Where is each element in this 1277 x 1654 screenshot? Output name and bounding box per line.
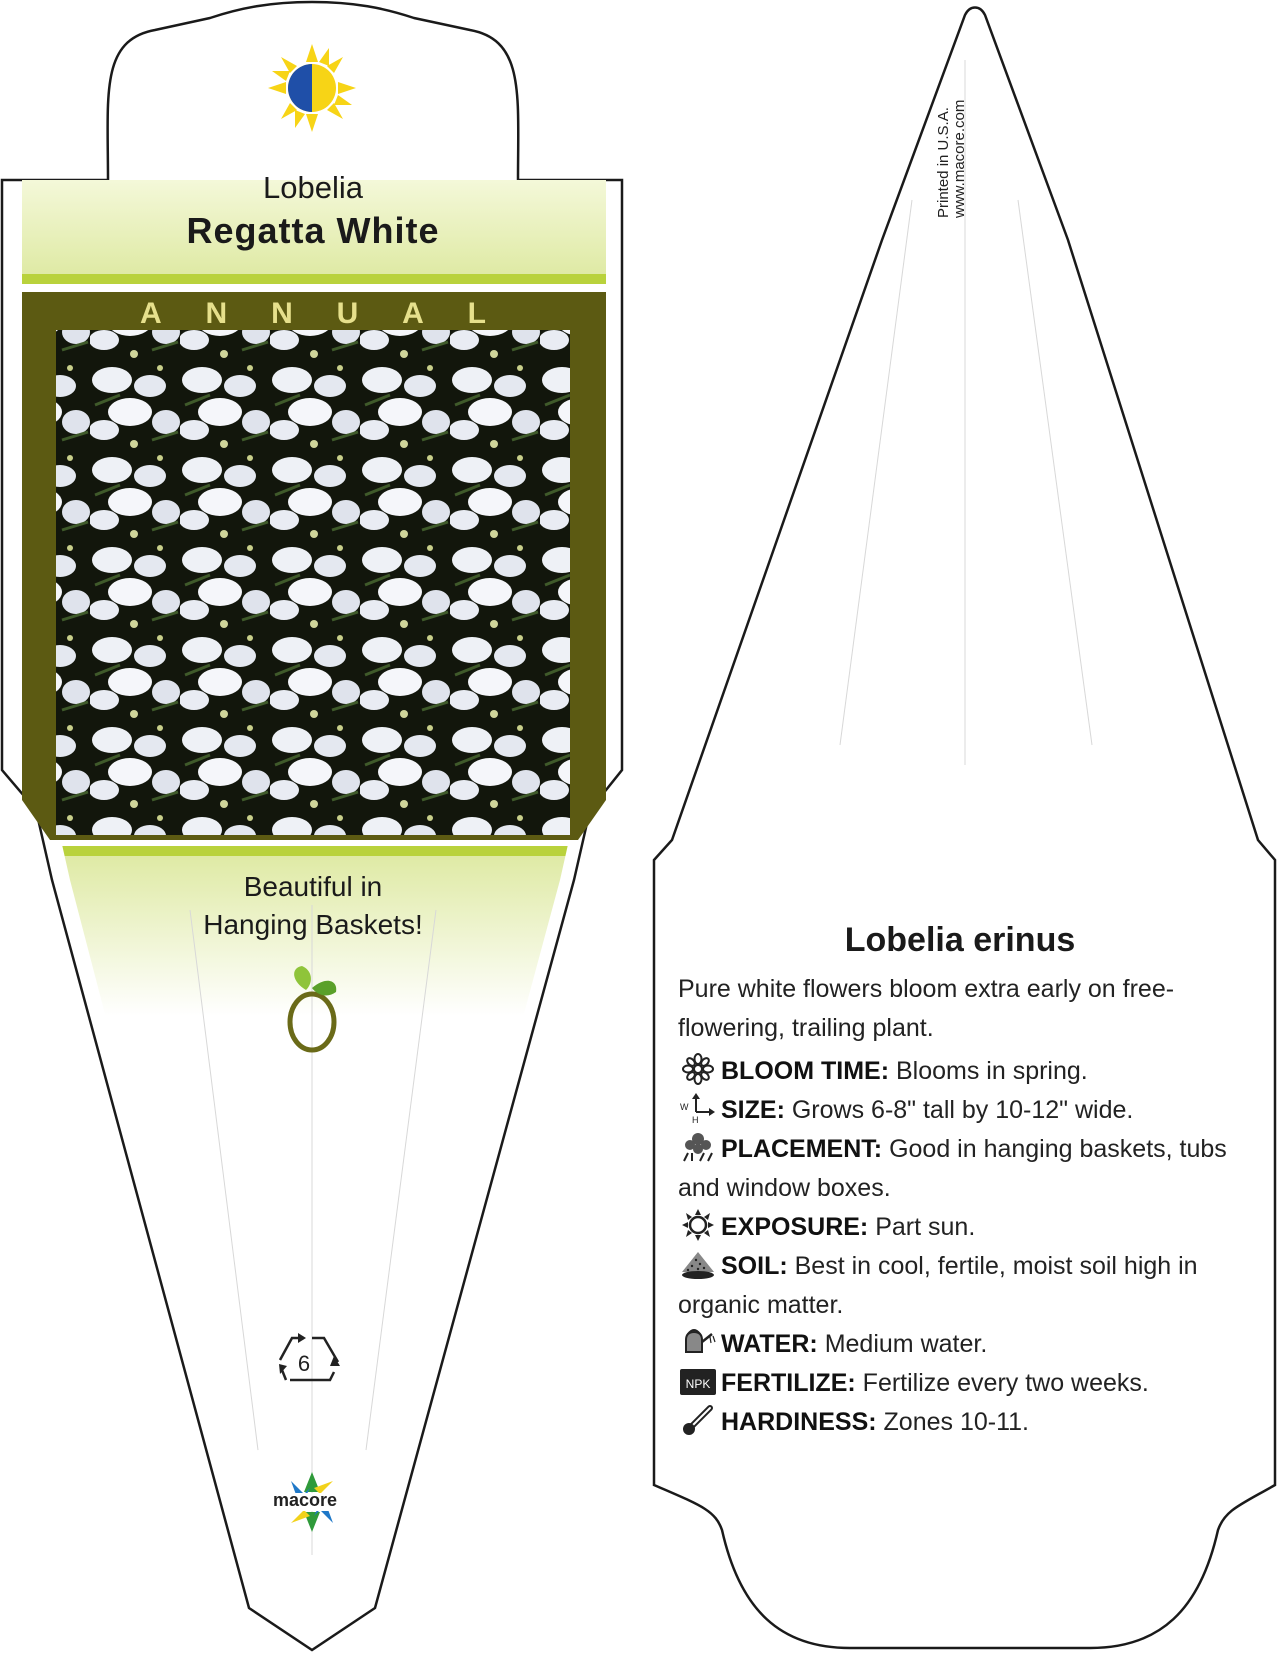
- care-label: SOIL:: [721, 1252, 788, 1280]
- thermometer-icon: [678, 1404, 718, 1436]
- plant-type-letter: U: [336, 297, 359, 330]
- care-label: WATER:: [721, 1330, 818, 1358]
- care-text: Medium water.: [824, 1330, 988, 1358]
- tagline-line: Beautiful in: [243, 871, 383, 902]
- plant-description: Pure white flowers bloom extra early on free-flowering, trailing plant.: [678, 975, 1175, 1042]
- printed-info: [936, 58, 966, 218]
- care-label: SIZE:: [721, 1096, 785, 1124]
- care-label: FERTILIZE:: [721, 1369, 856, 1397]
- recycle-number: 6: [297, 1351, 311, 1376]
- variety-name: Regatta White: [186, 210, 440, 251]
- part-sun-icon: [268, 44, 356, 132]
- npk-icon-text: NPK: [685, 1377, 711, 1391]
- brand-name: macore: [272, 1490, 338, 1510]
- care-hardiness: [678, 1403, 1263, 1442]
- plant-type-letter: A: [140, 297, 162, 330]
- plant-type-letter: L: [467, 297, 486, 330]
- care-text: Part sun.: [875, 1213, 976, 1241]
- care-size: [678, 1091, 1263, 1130]
- band-stripe: [22, 274, 606, 284]
- care-label: PLACEMENT:: [721, 1135, 883, 1163]
- lower-stripe: [0, 846, 640, 856]
- care-text: Best in cool, fertile, moist soil high in organic matter.: [678, 1252, 1198, 1319]
- tagline: [20, 868, 606, 944]
- website-line: www.macore.com: [951, 99, 968, 218]
- care-text: Grows 6-8" tall by 10-12" wide.: [791, 1096, 1134, 1124]
- placement-icon: [678, 1131, 718, 1163]
- size-icon-h: H: [692, 1115, 699, 1124]
- care-exposure: [678, 1208, 1263, 1247]
- size-icon-w: W: [680, 1102, 689, 1112]
- size-icon: [678, 1092, 718, 1124]
- care-fertilize: [678, 1364, 1263, 1403]
- care-text: Fertilize every two weeks.: [862, 1369, 1149, 1397]
- printed-line: Printed in U.S.A.: [935, 107, 952, 218]
- plant-type-letter: A: [402, 297, 424, 330]
- care-text: Blooms in spring.: [895, 1057, 1088, 1085]
- care-water: [678, 1325, 1263, 1364]
- care-label: EXPOSURE:: [721, 1213, 869, 1241]
- care-text: Good in hanging baskets, tubs and window boxes.: [678, 1135, 1227, 1202]
- care-label: HARDINESS:: [721, 1408, 877, 1436]
- flower-icon: [678, 1053, 718, 1085]
- care-list: [678, 1052, 1263, 1442]
- care-label: BLOOM TIME:: [721, 1057, 890, 1085]
- soil-icon: [678, 1248, 718, 1280]
- care-text: Zones 10-11.: [883, 1408, 1029, 1436]
- plant-type-letter: N: [205, 297, 228, 330]
- botanical-name: Lobelia erinus: [844, 921, 1076, 959]
- plant-photo: [56, 330, 570, 835]
- watering-can-icon: [678, 1326, 718, 1358]
- tagline-line: Hanging Baskets!: [203, 909, 423, 940]
- sun-icon: [678, 1209, 718, 1241]
- care-placement: [678, 1130, 1263, 1208]
- care-soil: [678, 1247, 1263, 1325]
- care-bloom-time: [678, 1052, 1263, 1091]
- npk-icon: [678, 1365, 718, 1397]
- plant-type-label: [140, 298, 486, 330]
- plant-type-letter: N: [271, 297, 293, 330]
- common-name: Lobelia: [263, 170, 363, 205]
